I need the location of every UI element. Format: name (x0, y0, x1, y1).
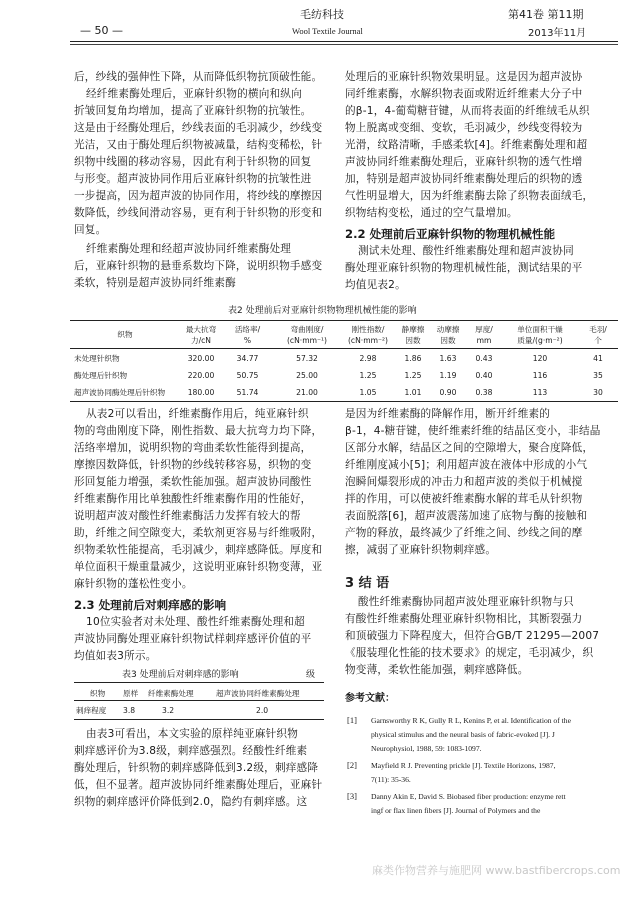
text-line: 气性明显增大，因为纤维素酶去除了织物表面绒毛， (345, 190, 594, 202)
table-cell: 41 (593, 354, 603, 363)
table-header-cell: % (243, 336, 252, 345)
reference-text: Garnsworthy R K, Gully R L, Kenins P, et al. Identification of the (371, 716, 571, 725)
reference-text: 7(11): 35-36. (371, 775, 411, 784)
section-heading-2-3: 2.3 处理前后对刺痒感的影响 (74, 598, 227, 612)
table-cell: 35 (593, 371, 603, 380)
journal-title-cn: 毛纺科技 (300, 8, 344, 21)
page-number: — 50 — (80, 24, 123, 37)
volume-issue: 第41卷 第11期 (508, 8, 584, 21)
text-line: 的β-1，4-葡萄糖苷键，从而将表面的纤维绒毛从织 (345, 105, 590, 117)
text-line: 10位实验者对未处理、酸性纤维素酶处理和超 (86, 616, 305, 628)
table-cell: 120 (532, 354, 548, 363)
table-header-cell: 单位面积干燥 (517, 325, 563, 334)
text-line: 声波协同酶处理亚麻针织物试样刺痒感评价值的平 (74, 633, 312, 645)
text-line: 有酸性纤维素酶处理亚麻针织物相比，其断裂强力 (345, 613, 583, 625)
text-line: 《服装理化性能的技术要求》的规定，毛羽减少，织 (345, 647, 594, 659)
reference-number: [2] (347, 760, 357, 770)
table-header-cell: 刚性指数/ (351, 325, 385, 334)
table-cell: 2.0 (256, 706, 269, 715)
text-line: 经纤维素酶处理后，亚麻针织物的横向和纵向 (86, 88, 302, 100)
text-line: 单位面积干燥重量减少，这说明亚麻针织物变薄，亚 (74, 561, 323, 573)
table-cell: 1.01 (404, 388, 422, 397)
text-line: 酸性纤维素酶协同超声波处理亚麻针织物与只 (358, 596, 574, 608)
text-line: 从表2可以看出，纤维素酶作用后，纯亚麻针织 (86, 408, 309, 420)
table-cell: 未处理针织物 (74, 354, 120, 363)
table-cell: 酶处理后针织物 (74, 371, 128, 380)
text-line: 纤维刚度减小[5]；利用超声波在液体中形成的小气 (345, 459, 588, 471)
text-line: 泡瞬间爆裂形成的冲击力和超声波的类似于机械搅 (345, 476, 583, 488)
table-header-cell: mm (476, 336, 492, 345)
text-line: 这是由于经酶处理后，纱线表面的毛羽减少，纱线变 (74, 122, 323, 134)
text-line: 后，亚麻针织物的悬垂系数均下降，说明织物手感变 (74, 260, 323, 272)
table-cell: 0.38 (475, 388, 493, 397)
table-cell: 1.05 (359, 388, 377, 397)
reference-text: Danny Akin E, David S. Biobased fiber production: enzyme rett (371, 792, 566, 801)
text-line: 织物的刺痒感评价降低到2.0，隐约有刺痒感。这 (74, 796, 308, 808)
reference-number: [3] (347, 791, 357, 801)
text-line: 物变薄，柔软性能加强，刺痒感降低。 (345, 664, 529, 676)
table-cell: 180.00 (187, 388, 215, 397)
text-line: 麻针织物的蓬松性变小。 (74, 578, 193, 590)
text-line: 是因为纤维素酶的降解作用，断开纤维素的 (345, 408, 551, 420)
table-header-cell: 织物 (90, 689, 106, 698)
table-3-caption: 表3 处理前后对刺痒感的影响 (122, 670, 239, 680)
text-line: 拌的作用，可以使被纤维素酶水解的茸毛从针织物 (345, 493, 583, 505)
text-line: 后，纱线的强伸性下降，从而降低织物抗顶破性能。 (74, 71, 323, 83)
table-header-cell: 纤维素酶处理 (148, 689, 194, 698)
table-header-cell: 活络率/ (234, 325, 261, 334)
text-line: 形回复能力增强，柔软性能加强。超声波协同酸性 (74, 476, 312, 488)
reference-text: ingf or flax linen fibers [J]. Journal of Polymers and the (371, 806, 541, 815)
table-3-unit: 级 (306, 670, 316, 680)
text-line: 织物柔软性能提高，毛羽减少，刺痒感降低。厚度和 (74, 544, 323, 556)
text-line: 酶处理后，针织物的刺痒感降低到3.2级，刺痒感降 (74, 762, 319, 774)
table-mid-rule (70, 348, 618, 349)
section-heading-2-2: 2.2 处理前后亚麻针织物的物理机械性能 (345, 227, 556, 241)
table-cell: 1.86 (404, 354, 422, 363)
journal-title-en: Wool Textile Journal (292, 26, 363, 36)
table-header-cell: 厚度/ (475, 325, 493, 334)
table-header-cell: 因数 (405, 336, 421, 345)
table-cell: 超声波协同酶处理后针织物 (74, 388, 166, 397)
publication-date: 2013年11月 (528, 28, 587, 39)
table-cell: 21.00 (296, 388, 318, 397)
text-line: 处理后的亚麻针织物效果明显。这是因为超声波协 (345, 71, 583, 83)
table-bottom-rule (70, 401, 618, 402)
text-line: 助，纤维之间空隙变大，柔软剂更容易与纤维吸附， (74, 527, 323, 539)
reference-text: physical stimulus and the neural basis of fabric-evoked [J]. J (371, 730, 555, 739)
table-cell: 50.75 (236, 371, 259, 380)
text-line: 表面脱落[6]，超声波震荡加速了底物与酶的接触和 (345, 510, 588, 522)
text-line: 测试未处理、酸性纤维素酶处理和超声波协同 (358, 245, 574, 257)
table-cell: 25.00 (296, 371, 318, 380)
reference-number: [1] (347, 715, 357, 725)
table-header-cell: 质量/(g·m⁻²) (517, 336, 563, 345)
table-top-rule (70, 320, 618, 321)
table-bottom-rule (74, 719, 324, 720)
table-header-cell: 超声波协同纤维素酶处理 (216, 689, 300, 698)
table-cell: 3.8 (123, 706, 136, 715)
table-header-cell: 力/cN (190, 336, 211, 345)
text-line: 与形变。超声波协同作用后亚麻针织物的抗皱性进 (74, 173, 312, 185)
text-line: 均值见表2。 (345, 279, 406, 291)
table-cell: 1.63 (439, 354, 457, 363)
text-line: β-1，4-糖苷键，使纤维素纤维的结晶区变小，非结晶 (345, 425, 601, 437)
table-header-cell: 静摩擦 (401, 325, 425, 334)
table-header-cell: (cN·mm⁻¹) (286, 336, 328, 345)
table-header-cell: 原样 (123, 689, 139, 698)
text-line: 区部分水解，结晶区之间的空隙增大，聚合度降低， (345, 442, 594, 454)
table-cell: 51.74 (236, 388, 259, 397)
text-line: 刺痒感评价为3.8级，刺痒感强烈。经酸性纤维素 (74, 745, 308, 757)
header-rule (70, 41, 618, 42)
table-header-cell: (cN·mm⁻²) (347, 336, 389, 345)
reference-text: Neurophysiol, 1988, 59: 1083-1097. (371, 744, 482, 753)
text-line: 光洁，又由于酶处理后织物被减量，结构变稀松，针 (74, 139, 323, 151)
table-cell: 2.98 (359, 354, 377, 363)
text-line: 数降低，纱线间滑动容易，更有利于针织物的形变和 (74, 207, 323, 219)
table-cell: 30 (593, 388, 603, 397)
text-line: 酶处理亚麻针织物的物理机械性能，测试结果的平 (345, 262, 583, 274)
text-line: 织物结构变松，通过的空气量增加。 (345, 207, 518, 219)
text-line: 物上脱离或变细、变软，毛羽减少，纱线变得较为 (345, 122, 583, 134)
table-header-cell: 织物 (117, 330, 133, 339)
text-line: 和顶破强力下降程度大，但符合GB/T 21295—2007 (345, 630, 600, 642)
text-line: 一步提高，因为超声波的协同作用，将纱线的摩擦因 (74, 190, 323, 202)
table-cell: 34.77 (236, 354, 259, 363)
reference-text: Mayfield R J. Preventing prickle [J]. Textile Horizons, 1987, (371, 761, 556, 770)
text-line: 声波协同纤维素酶处理后，亚麻针织物的透气性增 (345, 156, 583, 168)
table-cell: 0.40 (475, 371, 493, 380)
watermark-text: 麻类作物营养与施肥网 www.bastfibercrops.com (372, 864, 621, 877)
table-cell: 1.25 (359, 371, 377, 380)
table-cell: 刺痒程度 (76, 706, 107, 715)
text-line: 均值如表3所示。 (74, 650, 157, 662)
table-mid-rule (74, 700, 324, 701)
text-line: 由表3可看出，本文实验的原样纯亚麻针织物 (86, 728, 299, 740)
text-line: 活络率增加，说明织物的弯曲柔软性能得到提高， (74, 442, 312, 454)
table-header-cell: 个 (594, 336, 602, 345)
table-cell: 220.00 (187, 371, 215, 380)
table-cell: 116 (532, 371, 548, 380)
text-line: 产物的释放，最终减少了纤维之间、纱线之间的摩 (345, 527, 583, 539)
table-2-caption: 表2 处理前后对亚麻针织物物理机械性能的影响 (228, 306, 417, 316)
text-line: 低，但不显著。超声波协同纤维素酶处理后，亚麻针 (74, 779, 323, 791)
text-line: 加，特别是超声波协同纤维素酶处理后的织物的透 (345, 173, 583, 185)
text-line: 同纤维素酶，水解织物表面或附近纤维素大分子中 (345, 88, 583, 100)
header-rule-thin (70, 44, 618, 45)
text-line: 织物中线圈的移动容易，因此有利于针织物的回复 (74, 156, 312, 168)
table-cell: 0.43 (475, 354, 493, 363)
text-line: 纤维素酶处理和经超声波协同纤维素酶处理 (86, 243, 292, 255)
text-line: 光滑，纹路清晰，手感柔软[4]。纤维素酶处理和超 (345, 139, 588, 151)
text-line: 柔软，特别是超声波协同纤维素酶 (74, 277, 236, 289)
section-heading-3: 3 结 语 (345, 576, 390, 591)
table-cell: 3.2 (162, 706, 175, 715)
text-line: 折皱回复角均增加，提高了亚麻针织物的抗皱性。 (74, 105, 312, 117)
table-cell: 57.32 (296, 354, 318, 363)
table-header-cell: 毛羽/ (589, 325, 607, 334)
references-heading: 参考文献： (345, 693, 395, 704)
text-line: 纤维素酶作用比单独酸性纤维素酶作用的性能好， (74, 493, 312, 505)
text-line: 说明超声波对酸性纤维素酶活力发挥有较大的帮 (74, 510, 301, 522)
text-line: 摩擦因数降低，针织物的纱线转移容易，织物的变 (74, 459, 312, 471)
table-header-cell: 弯曲刚度/ (290, 325, 324, 334)
table-header-cell: 因数 (440, 336, 456, 345)
text-line: 物的弯曲刚度下降，刚性指数、最大抗弯力均下降， (74, 425, 323, 437)
text-line: 回复。 (74, 224, 107, 236)
table-header-cell: 动摩擦 (436, 325, 460, 334)
table-cell: 113 (532, 388, 548, 397)
table-top-rule (74, 682, 324, 683)
table-cell: 0.90 (439, 388, 457, 397)
text-line: 擦，减弱了亚麻针织物刺痒感。 (345, 544, 497, 556)
table-cell: 320.00 (187, 354, 215, 363)
table-cell: 1.25 (404, 371, 422, 380)
table-header-cell: 最大抗弯 (185, 325, 217, 334)
table-cell: 1.19 (439, 371, 457, 380)
